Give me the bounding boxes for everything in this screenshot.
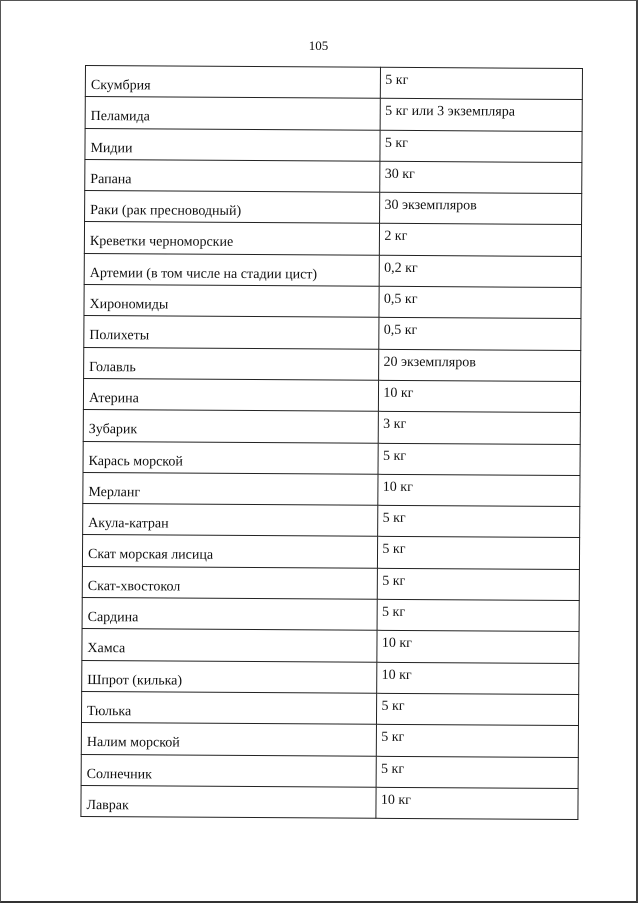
table-row — [85, 66, 582, 100]
table-row — [83, 378, 580, 412]
limit-cell: 5 кг — [381, 67, 583, 100]
species-cell: Скат морская лисица — [82, 535, 378, 568]
limit-cell: 2 кг — [380, 224, 582, 257]
table-body — [81, 66, 583, 820]
table-row — [84, 347, 581, 381]
limit-cell: 5 кг — [377, 693, 579, 726]
limit-cell: 20 экземпляров — [379, 349, 581, 382]
table-row — [83, 504, 580, 538]
limit-cell: 10 кг — [377, 631, 579, 664]
limit-cell: 0,5 кг — [379, 286, 581, 319]
species-cell: Хамса — [82, 629, 378, 662]
species-cell: Зубарик — [83, 410, 379, 443]
species-cell: Раки (рак пресноводный) — [85, 191, 381, 224]
table-row — [83, 472, 580, 506]
limit-cell: 30 экземпляров — [380, 192, 582, 225]
limit-cell: 5 кг — [377, 599, 579, 632]
table-row — [84, 253, 581, 287]
table-row — [82, 535, 579, 569]
limit-cell: 10 кг — [378, 474, 580, 507]
page-number: 105 — [308, 38, 329, 53]
catch-limits-table — [80, 65, 583, 820]
species-cell: Тюлька — [81, 691, 377, 724]
table-row — [81, 691, 578, 725]
table-row — [84, 222, 581, 256]
species-cell: Лаврак — [81, 785, 377, 818]
limit-cell: 30 кг — [380, 161, 582, 194]
table-row — [85, 128, 582, 162]
species-cell: Хирономиды — [84, 285, 380, 318]
species-cell: Креветки черноморские — [84, 222, 380, 255]
limit-cell: 10 кг — [379, 380, 581, 413]
table-row — [85, 191, 582, 225]
species-cell: Мидии — [85, 128, 381, 161]
table-row — [82, 566, 579, 600]
table-row — [81, 785, 578, 819]
limit-cell: 5 кг — [378, 568, 580, 601]
species-cell: Артемии (в том числе на стадии цист) — [84, 253, 380, 286]
limit-cell: 10 кг — [377, 662, 579, 695]
limit-cell: 5 кг — [376, 756, 578, 789]
species-cell: Голавль — [84, 347, 380, 380]
table-row — [84, 285, 581, 319]
limit-cell: 0,2 кг — [380, 255, 582, 288]
limit-cell: 5 кг — [378, 505, 580, 538]
limit-cell: 5 кг — [378, 443, 580, 476]
limit-cell: 0,5 кг — [379, 318, 581, 351]
species-cell: Солнечник — [81, 754, 377, 787]
species-cell: Акула-катран — [83, 504, 379, 537]
species-cell: Налим морской — [81, 723, 377, 756]
limit-cell: 5 кг — [380, 130, 582, 163]
table-row — [82, 598, 579, 632]
species-cell: Полихеты — [84, 316, 380, 349]
species-cell: Мерланг — [83, 472, 379, 505]
species-cell: Пеламида — [85, 97, 381, 130]
limit-cell: 10 кг — [376, 787, 578, 820]
species-cell: Карась морской — [83, 441, 379, 474]
table-row — [82, 629, 579, 663]
limit-cell: 5 кг — [377, 725, 579, 758]
limit-cell: 5 кг — [378, 537, 580, 570]
table-row — [84, 316, 581, 350]
species-cell: Рапана — [85, 159, 381, 192]
limit-cell: 5 кг или 3 экземпляра — [380, 99, 582, 132]
table-row — [81, 723, 578, 757]
table-row — [83, 410, 580, 444]
species-cell: Скат-хвостокол — [82, 566, 378, 599]
species-cell: Сардина — [82, 598, 378, 631]
table-row — [83, 441, 580, 475]
species-cell: Шпрот (килька) — [82, 660, 378, 693]
limit-cell: 3 кг — [379, 412, 581, 445]
species-cell: Скумбрия — [85, 66, 381, 99]
table-row — [82, 660, 579, 694]
table-row — [81, 754, 578, 788]
table-row — [85, 97, 582, 131]
table-row — [85, 159, 582, 193]
species-cell: Атерина — [83, 378, 379, 411]
